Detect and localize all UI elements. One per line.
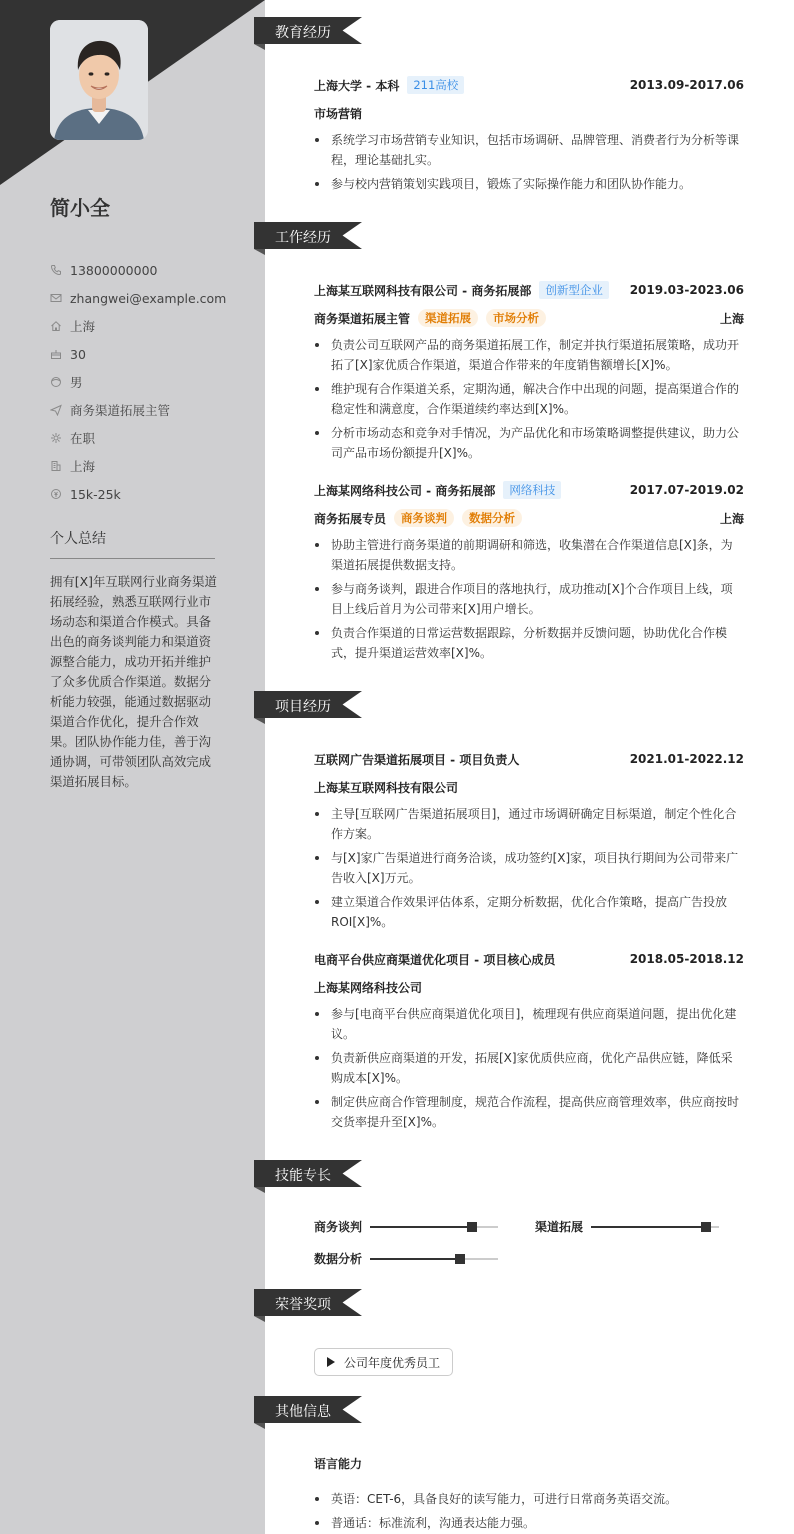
project-company: 上海某网络科技公司 [314, 980, 423, 995]
ribbon-fold [254, 1316, 265, 1322]
ribbon-fold [254, 44, 265, 50]
work-header-row [314, 481, 744, 499]
info-email [50, 284, 227, 312]
list-item: 参与商务谈判，跟进合作项目的落地执行，成功推动[X]个合作项目上线，项目上线后首月为公司带来[X]用户增长。 [314, 579, 744, 619]
home-icon [50, 320, 62, 332]
salary-icon [50, 488, 62, 500]
work-entry [314, 281, 744, 467]
info-text: 在职 [70, 431, 96, 446]
work-header-row [314, 281, 744, 299]
work-bullets [314, 335, 744, 463]
skill-knob [467, 1222, 477, 1232]
project-date: 2021.01-2022.12 [629, 752, 744, 766]
list-item: 协助主管进行商务渠道的前期调研和筛选，收集潜在合作渠道信息[X]条，为渠道拓展提供数据支持。 [314, 535, 744, 575]
section-title: 教育经历 [275, 25, 331, 41]
info-text: 13800000000 [70, 262, 158, 278]
list-item: 普通话：标准流利，沟通表达能力强。 [314, 1513, 744, 1533]
company-tag: 网络科技 [503, 481, 561, 499]
skill-fill [591, 1226, 706, 1228]
list-item: 参与校内营销策划实践项目，锻炼了实际操作能力和团队协作能力。 [314, 174, 744, 194]
language-bullets [314, 1489, 744, 1534]
info-target-position [50, 396, 220, 424]
project-title: 电商平台供应商渠道优化项目 - 项目核心成员 [314, 952, 556, 967]
project-company: 上海某互联网科技有限公司 [314, 780, 459, 795]
skill-item [314, 1250, 498, 1267]
education-date: 2013.09-2017.06 [629, 78, 744, 92]
list-item: 与[X]家广告渠道进行商务洽谈，成功签约[X]家，项目执行期间为公司带来广告收入[X]万元。 [314, 848, 744, 888]
summary-text: 拥有[X]年互联网行业商务渠道拓展经验，熟悉互联网行业市场动态和渠道合作模式。具备出色的商务谈判能力和渠道资源整合能力，成功开拓并维护了众多优质合作渠道。数据分析能力较强，能通过数据驱动渠道合作优化，提升合作效果。团队协作能力佳，善于沟通协调，可带领团队高效完成渠道拓展目标。 [50, 574, 217, 789]
info-work-city [50, 452, 220, 480]
ribbon-fold [254, 1187, 265, 1193]
info-residence [50, 312, 220, 340]
sidebar [0, 0, 265, 1534]
section-title: 其他信息 [275, 1404, 331, 1420]
skill-track [591, 1226, 719, 1228]
work-entry [314, 481, 744, 667]
section-title: 项目经历 [275, 699, 331, 715]
phone-icon [50, 264, 62, 276]
project-date: 2018.05-2018.12 [629, 952, 744, 966]
avatar [50, 20, 148, 140]
work-date: 2019.03-2023.06 [629, 283, 744, 297]
skill-track [370, 1258, 498, 1260]
skill-name: 数据分析 [314, 1252, 363, 1266]
project-bullets [314, 804, 744, 932]
list-item: 制定供应商合作管理制度，规范合作流程，提高供应商管理效率，供应商按时交货率提升至[X]%。 [314, 1092, 744, 1132]
skill-track [370, 1226, 498, 1228]
info-gender [50, 368, 220, 396]
info-age [50, 340, 220, 368]
education-bullets [314, 130, 744, 194]
company-name: 上海某网络科技公司 - 商务拓展部 [314, 483, 496, 498]
skill-knob [455, 1254, 465, 1264]
list-item: 参与[电商平台供应商渠道优化项目]，梳理现有供应商渠道问题，提出优化建议。 [314, 1004, 744, 1044]
skill-tag: 商务谈判 [394, 509, 454, 527]
ribbon-fold [254, 249, 265, 255]
project-title: 互联网广告渠道拓展项目 - 项目负责人 [314, 752, 520, 767]
info-text: 15k-25k [70, 486, 121, 502]
section-title: 工作经历 [275, 230, 331, 246]
email-icon [50, 292, 62, 304]
list-item: 系统学习市场营销专业知识，包括市场调研、品牌管理、消费者行为分析等课程，理论基础扎实。 [314, 130, 744, 170]
language-title: 语言能力 [314, 1457, 363, 1471]
education-entry [314, 76, 744, 198]
company-name: 上海某互联网科技有限公司 - 商务拓展部 [314, 283, 532, 298]
list-item: 建立渠道合作效果评估体系，定期分析数据，优化合作策略，提高广告投放ROI[X]%。 [314, 892, 744, 932]
info-text: 商务渠道拓展主管 [70, 403, 171, 418]
info-status [50, 424, 220, 452]
ribbon-fold [254, 718, 265, 724]
skill-name: 渠道拓展 [535, 1220, 584, 1234]
building-icon [50, 460, 62, 472]
play-arrow-icon [327, 1357, 335, 1367]
skill-fill [370, 1258, 460, 1260]
main-content [265, 0, 794, 1534]
list-item: 负责新供应商渠道的开发，拓展[X]家优质供应商，优化产品供应链，降低采购成本[X]%。 [314, 1048, 744, 1088]
work-city: 上海 [719, 511, 744, 526]
info-text: 30 [70, 346, 86, 362]
status-icon [50, 432, 62, 444]
section-title: 荣誉奖项 [275, 1297, 331, 1313]
work-role-row [314, 509, 744, 527]
summary-title: 个人总结 [50, 528, 215, 559]
skill-name: 商务谈判 [314, 1220, 363, 1234]
list-item: 维护现有合作渠道关系，定期沟通，解决合作中出现的问题，提高渠道合作的稳定性和满意度，合作渠道续约率达到[X]%。 [314, 379, 744, 419]
project-entry [314, 950, 744, 1136]
work-role-row [314, 309, 744, 327]
job-role: 商务拓展专员 [314, 511, 387, 526]
info-phone [50, 256, 220, 284]
project-bullets [314, 1004, 744, 1132]
skill-tag: 渠道拓展 [418, 309, 478, 327]
project-header-row [314, 950, 744, 968]
contact-info-list [50, 256, 227, 508]
skill-fill [370, 1226, 472, 1228]
education-major-row [314, 104, 744, 122]
list-item: 负责公司互联网产品的商务渠道拓展工作，制定并执行渠道拓展策略，成功开拓了[X]家优质合作渠道，渠道合作带来的年度销售额增长[X]%。 [314, 335, 744, 375]
work-date: 2017.07-2019.02 [629, 483, 744, 497]
project-company-row [314, 978, 744, 996]
info-text: zhangwei@example.com [70, 290, 227, 306]
skill-item [535, 1218, 719, 1235]
skill-tag: 数据分析 [462, 509, 522, 527]
info-text: 上海 [70, 459, 96, 474]
ribbon-fold [254, 1423, 265, 1429]
info-text: 上海 [70, 319, 96, 334]
candidate-name: 简小全 [50, 196, 110, 220]
skill-item [314, 1218, 498, 1235]
project-header-row [314, 750, 744, 768]
list-item: 负责合作渠道的日常运营数据跟踪，分析数据并反馈问题，协助优化合作模式，提升渠道运营效率[X]%。 [314, 623, 744, 663]
gender-icon [50, 376, 62, 388]
education-header-row [314, 76, 744, 94]
skill-knob [701, 1222, 711, 1232]
award-name: 公司年度优秀员工 [344, 1355, 441, 1370]
list-item: 主导[互联网广告渠道拓展项目]，通过市场调研确定目标渠道，制定个性化合作方案。 [314, 804, 744, 844]
list-item: 英语：CET-6，具备良好的读写能力，可进行日常商务英语交流。 [314, 1489, 744, 1509]
company-tag: 创新型企业 [539, 281, 609, 299]
info-text: 男 [70, 375, 83, 390]
school-name: 上海大学 - 本科 [314, 78, 400, 93]
major: 市场营销 [314, 106, 363, 121]
work-bullets [314, 535, 744, 663]
work-city: 上海 [719, 311, 744, 326]
project-entry [314, 750, 744, 936]
list-item: 分析市场动态和竞争对手情况，为产品优化和市场策略调整提供建议，助力公司产品市场份额提升[X]%。 [314, 423, 744, 463]
send-icon [50, 404, 62, 416]
age-icon [50, 348, 62, 360]
info-salary [50, 480, 220, 508]
skill-tag: 市场分析 [486, 309, 546, 327]
job-role: 商务渠道拓展主管 [314, 311, 411, 326]
award-item [314, 1348, 453, 1376]
project-company-row [314, 778, 744, 796]
section-title: 技能专长 [275, 1168, 331, 1184]
school-tag: 211高校 [407, 76, 464, 94]
